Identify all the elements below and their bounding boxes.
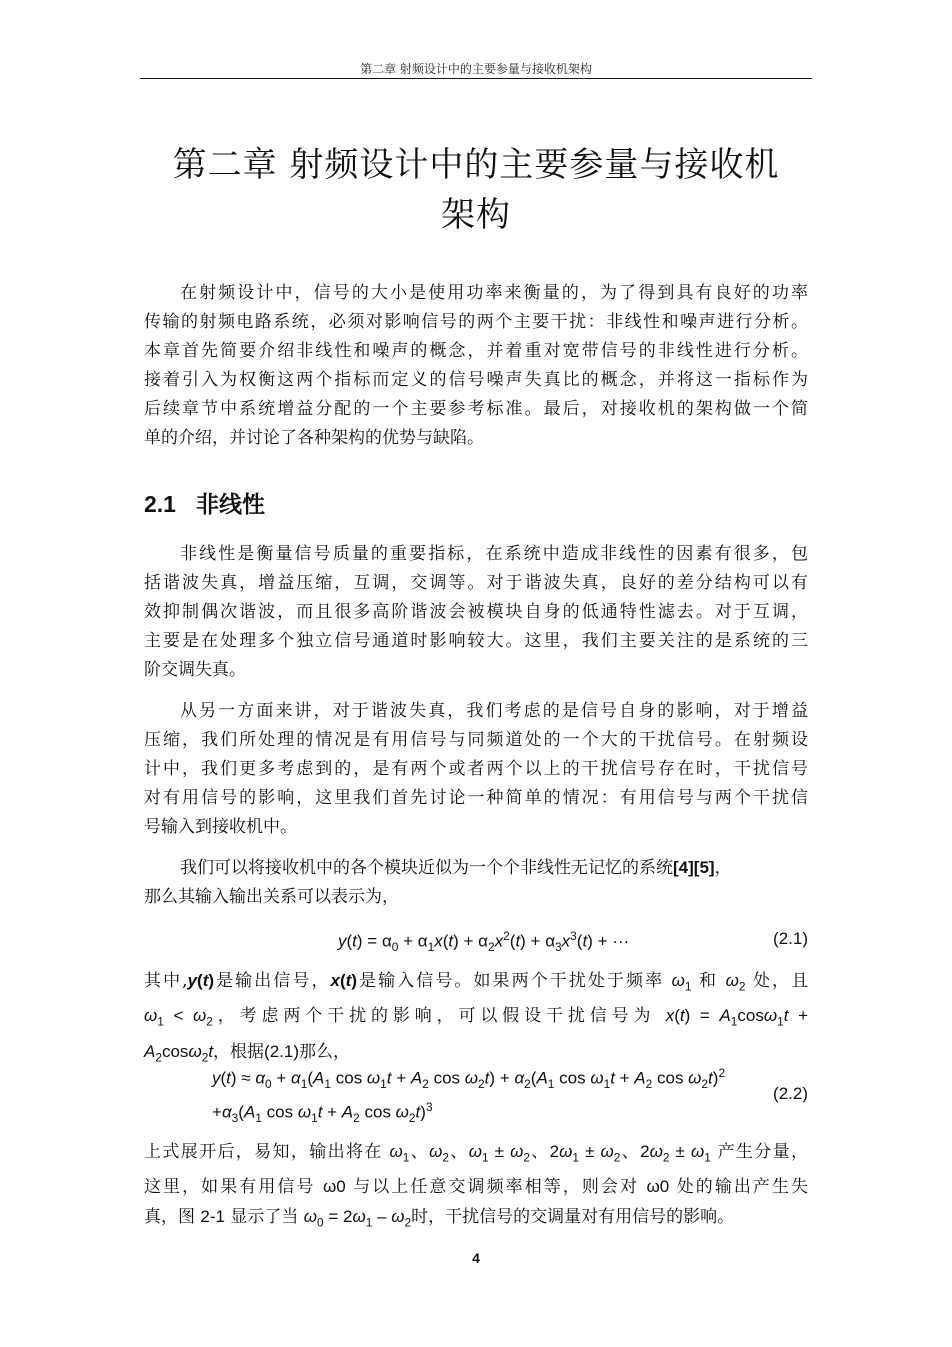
text-run: 是输入信号。如果两个干扰处于频率: [357, 971, 665, 991]
text-line: 括谐波失真，增益压缩，互调，交调等。对于谐波失真，良好的差分结构可以有: [144, 573, 808, 593]
text-line: 对有用信号的影响，这里我们首先讨论一种简单的情况：有用信号与两个干扰信: [144, 788, 808, 808]
text-line: 压缩，我们所处理的情况是有用信号与同频道处的一个大的干扰信号。在射频设: [144, 730, 808, 750]
running-header: 第二章 射频设计中的主要参量与接收机架构: [360, 62, 592, 76]
section-heading: [144, 486, 265, 519]
chapter-title-line1: 第二章 射频设计中的主要参量与接收机: [172, 145, 780, 185]
text-line: 在射频设计中，信号的大小是使用功率来衡量的，为了得到具有良好的功率: [180, 283, 808, 303]
text-line: 号输入到接收机中。: [144, 817, 297, 837]
section-number: 2.1: [144, 491, 176, 517]
text-run: 显示了当: [230, 1207, 299, 1228]
citation: [4][5]: [673, 858, 715, 877]
text-run: 是输出信号，: [214, 971, 331, 991]
text-line: [144, 1172, 808, 1202]
text-run: 与以上任意交调频率相等，则会对: [353, 1177, 640, 1198]
text-line: 单的介绍，并讨论了各种架构的优势与缺陷。: [144, 428, 484, 448]
equation-2-2-line2: $+\alpha_3(A_1$ $\cos \omega_1t + A_2$ $\cos \omega_2t)^3$: [212, 1100, 433, 1126]
text-run: 处的输出产生失: [676, 1177, 809, 1198]
text-run: 真，图: [144, 1207, 195, 1228]
text-line: 计中，我们更多考虑到的，是有两个或者两个以上的干扰信号存在时，干扰信号: [144, 759, 808, 779]
paragraph-nonlinearity: [144, 540, 808, 685]
text-run: 这里，如果有用信号: [144, 1177, 316, 1198]
text-line: [144, 853, 808, 883]
text-line: 效抑制偶次谐波，而且很多高阶谐波会被模块自身的低通特性滤去。对于互调，: [144, 602, 808, 622]
model-text-end: ，: [714, 858, 732, 878]
equation-ref: (2.1): [264, 1041, 300, 1061]
text-line: 阶交调失真。: [144, 660, 246, 680]
section-title: 非线性: [195, 491, 265, 517]
equation-number: (2.1): [773, 929, 808, 948]
text-run: 处，且: [752, 971, 809, 991]
text-run: 其中,: [144, 971, 188, 991]
text-line: 传输的射频电路系统，必须对影响信号的两个主要干扰：非线性和噪声进行分析。: [144, 312, 808, 332]
equation-number: (2.2): [773, 1084, 808, 1103]
text-line: 本章首先简要介绍非线性和噪声的概念，并着重对宽带信号的非线性进行分析。: [144, 341, 808, 361]
paragraph-interference: [144, 697, 808, 842]
omega0: ω0: [322, 1177, 346, 1197]
text-line: $A_2\cos\omega_2t$，根据(2.1)那么，: [144, 1041, 351, 1065]
text-line: 那么其输入输出关系可以表示为，: [144, 887, 399, 907]
header-rule: [140, 78, 812, 79]
text-line: 其中,y(t)是输出信号，x(t)是输入信号。如果两个干扰处于频率 $\omega_1$ 和 $\omega_2$ 处，且: [144, 971, 809, 994]
paragraph-model: [144, 853, 808, 912]
text-run: 上式展开后，易知，输出将在: [144, 1142, 383, 1162]
paragraph-intermodulation: [144, 1137, 808, 1238]
text-line: 真，图 2-1 显示了当 $\omega_0 = 2\omega_1 - \omega_2$时，干扰信号的交调量对有用信号的影响。: [144, 1207, 735, 1230]
text-run: ，根据: [213, 1041, 265, 1062]
text-run: 产生分量，: [717, 1142, 809, 1162]
text-run: 那么，: [299, 1041, 351, 1062]
chapter-title-line2: 架构: [441, 195, 511, 235]
page-number: 4: [472, 1250, 480, 1266]
paragraph-interferers: [144, 966, 808, 1072]
figure-ref: 2-1: [200, 1207, 225, 1227]
model-text: 我们可以将接收机中的各个模块近似为一个个非线性无记忆的系统: [180, 858, 673, 878]
equation-2-2-line1: $y(t) \approx \alpha_0 + \alpha_1(A_1$ $\cos \omega_1t + A_2$ $\cos \omega_2t) + \alpha_2(A_1$ $\cos \omega_1t + A_2$ $\cos \omega_2t)^2$: [212, 1066, 726, 1092]
text-run: 和: [699, 971, 719, 991]
text-line: $\omega_1 < \omega_2$，考虑两个干扰的影响，可以假设干扰信号为 $x(t) = A_1\cos\omega_1t$ +: [144, 1006, 809, 1029]
omega0: ω0: [646, 1177, 670, 1197]
text-line: 从另一方面来讲，对于谐波失真，我们考虑的是信号自身的影响，对于增益: [180, 701, 808, 721]
text-run: 时，干扰信号的交调量对有用信号的影响。: [411, 1207, 735, 1228]
text-line: 上式展开后，易知，输出将在 $\omega_1$、$\omega_2$、$\omega_1 \pm \omega_2$、$2\omega_1 \pm \omega_2$、$2\omega_2 \pm \omega_1$ 产生分量，: [144, 1142, 809, 1165]
equation-2-1: $y(t) = \alpha_0 + \alpha_1x(t) + \alpha_2x^2(t) + \alpha_3x^3(t)$ + ···: [338, 929, 630, 955]
chapter-title: [140, 140, 812, 240]
text-line: 非线性是衡量信号质量的重要指标，在系统中造成非线性的因素有很多，包: [180, 544, 808, 564]
intro-paragraph: [144, 279, 808, 453]
text-line: 接着引入为权衡这两个指标而定义的信号噪声失真比的概念，并将这一指标作为: [144, 370, 808, 390]
text-run: ，考虑两个干扰的影响，可以假设干扰信号为: [212, 1006, 656, 1027]
text-line: 主要是在处理多个独立信号通道时影响较大。这里，我们主要关注的是系统的三: [144, 631, 808, 651]
text-line: 后续章节中系统增益分配的一个主要参考标准。最后，对接收机的架构做一个简: [144, 399, 808, 419]
